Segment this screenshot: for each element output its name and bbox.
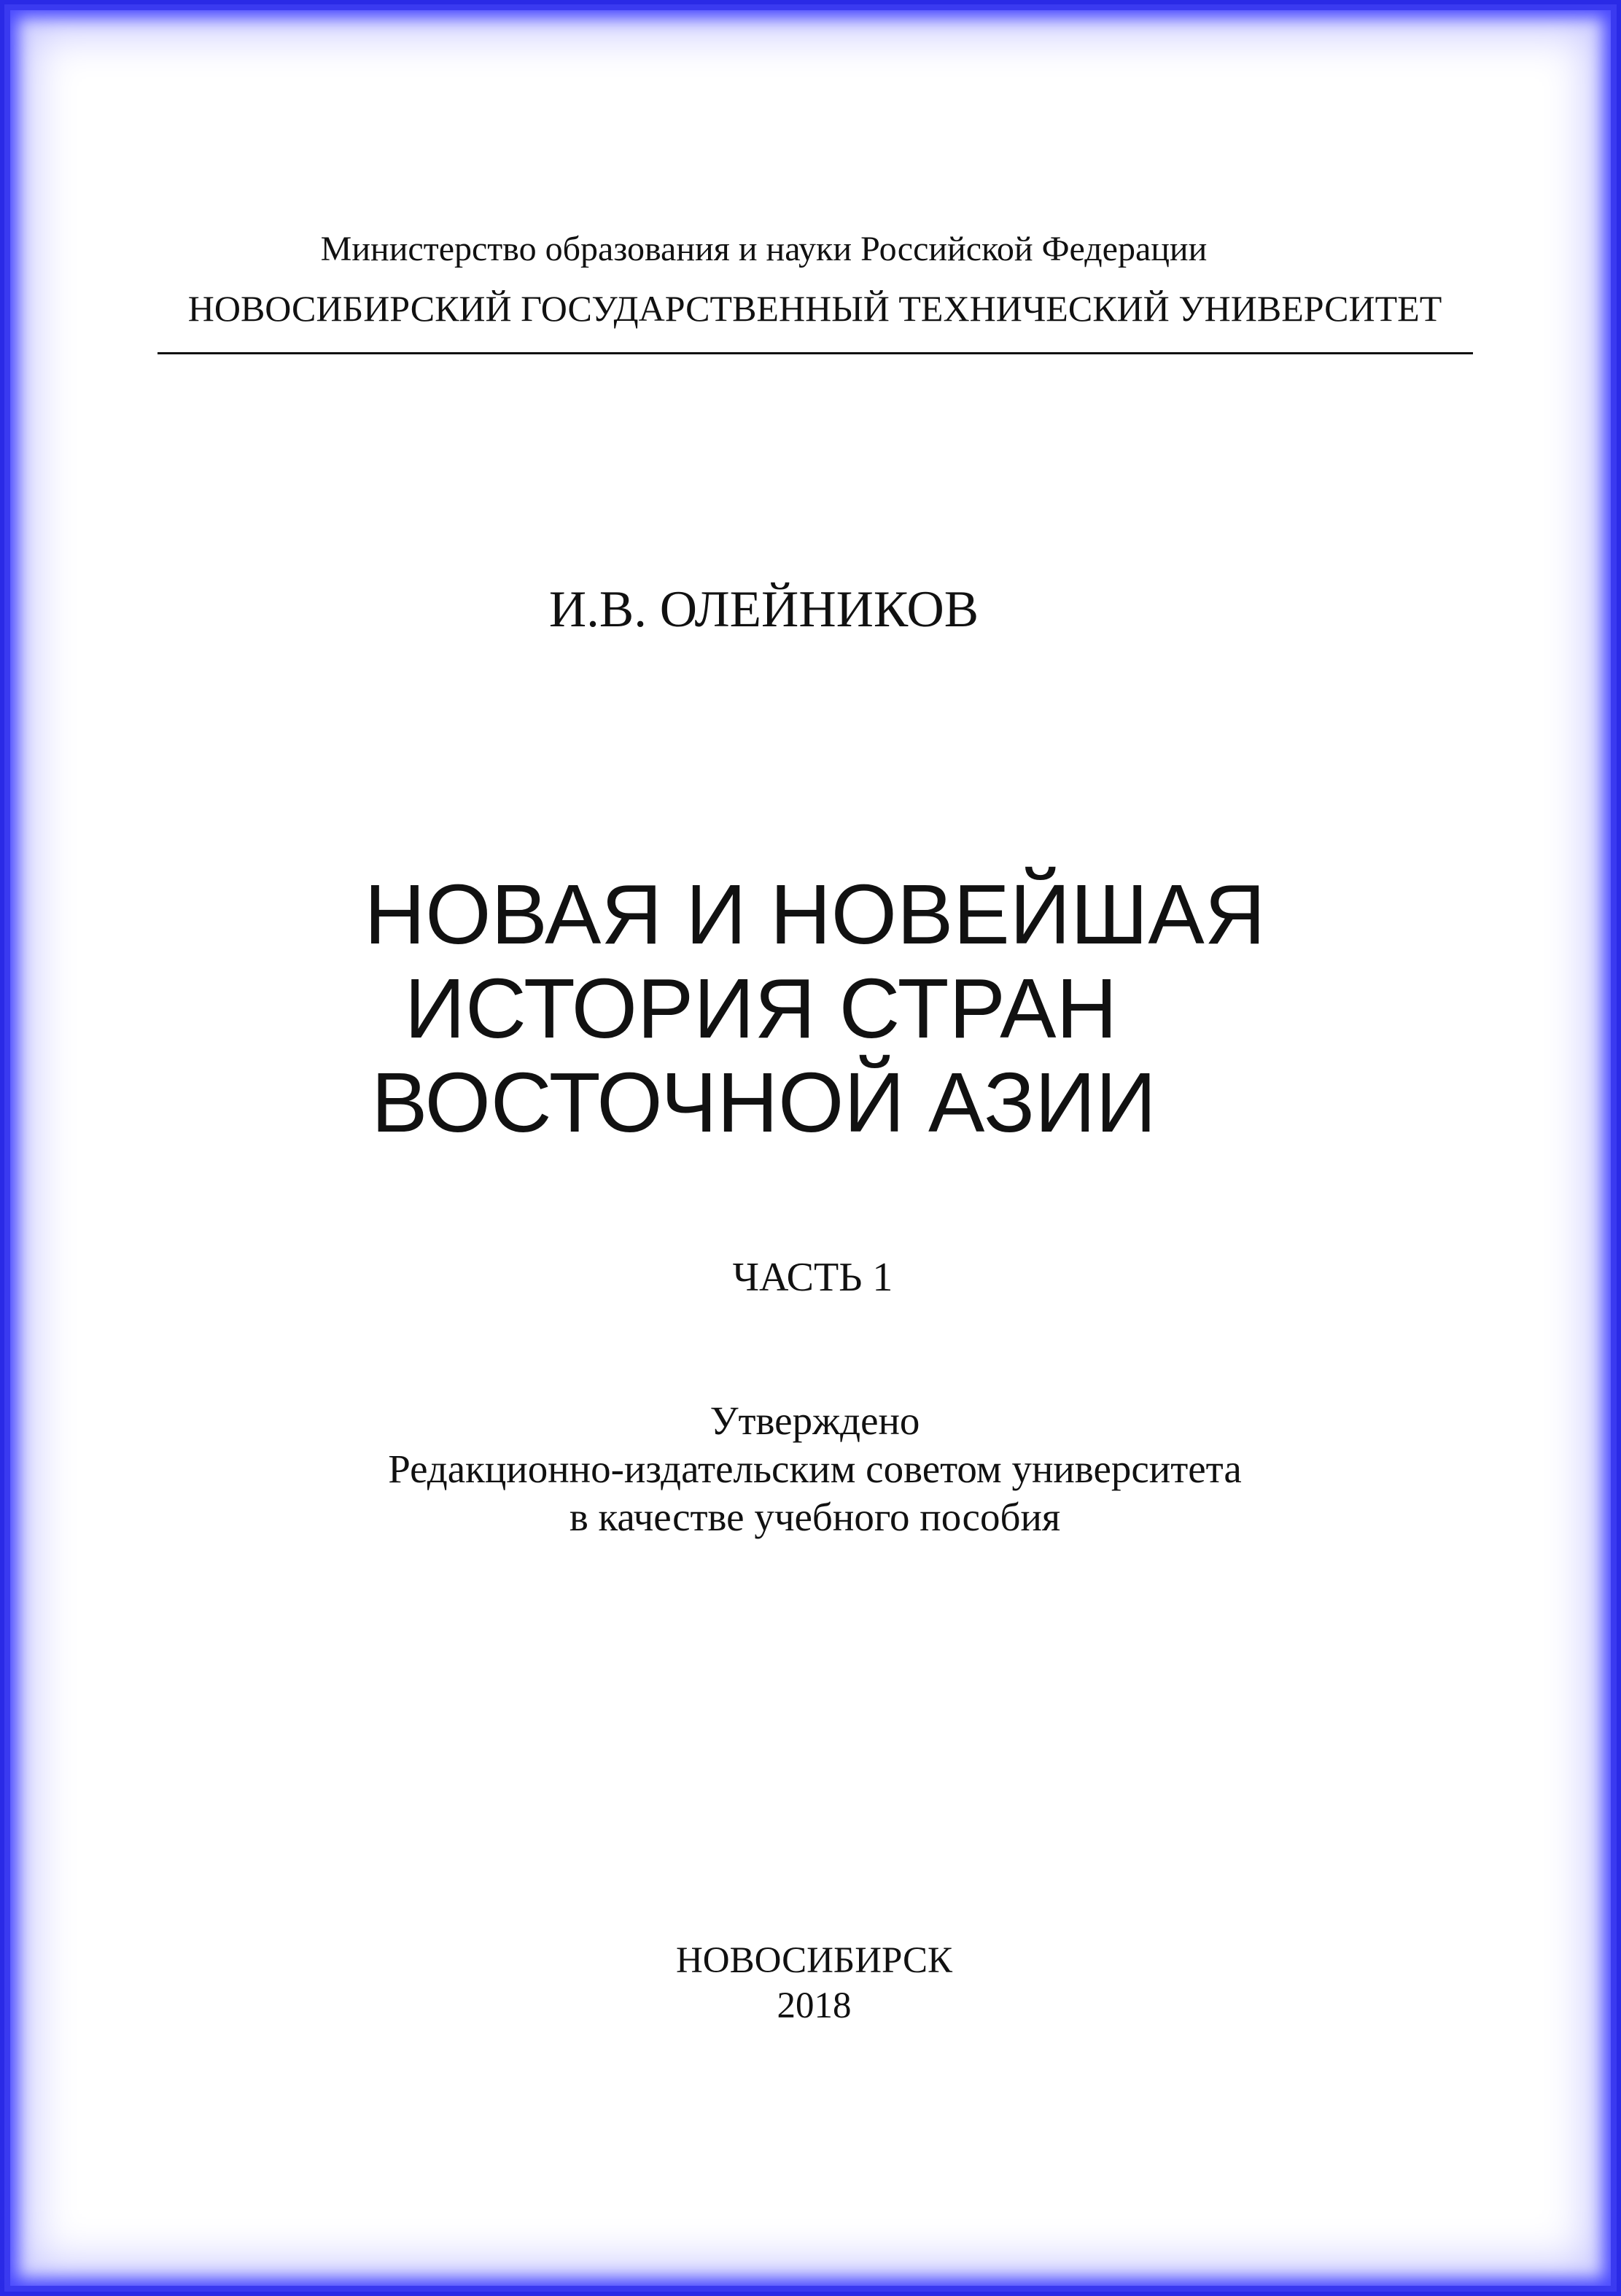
book-title-line: ИСТОРИЯ СТРАН [404, 961, 1118, 1056]
book-title-line: ВОСТОЧНОЙ АЗИИ [371, 1055, 1157, 1150]
imprint [4, 1938, 1621, 2028]
approval-line: в качестве учебного пособия [569, 1495, 1061, 1539]
approval-line: Утверждено [710, 1398, 920, 1443]
header-divider [158, 352, 1473, 354]
ministry-name: Министерство образования и науки Российской Федерации [320, 230, 1208, 268]
approval-line: Редакционно-издательским советом университета [388, 1447, 1242, 1491]
approval-statement [4, 1397, 1621, 1541]
imprint-year: 2018 [777, 1985, 852, 2026]
author-name: И.В. ОЛЕЙНИКОВ [548, 581, 979, 638]
university-name: НОВОСИБИРСКИЙ ГОСУДАРСТВЕННЫЙ ТЕХНИЧЕСКИЙ УНИВЕРСИТЕТ [187, 288, 1442, 329]
part-label: ЧАСТЬ 1 [732, 1255, 893, 1300]
book-title [4, 868, 1621, 1150]
imprint-city: НОВОСИБИРСК [675, 1940, 953, 1981]
book-title-line: НОВАЯ И НОВЕЙШАЯ [364, 867, 1266, 962]
